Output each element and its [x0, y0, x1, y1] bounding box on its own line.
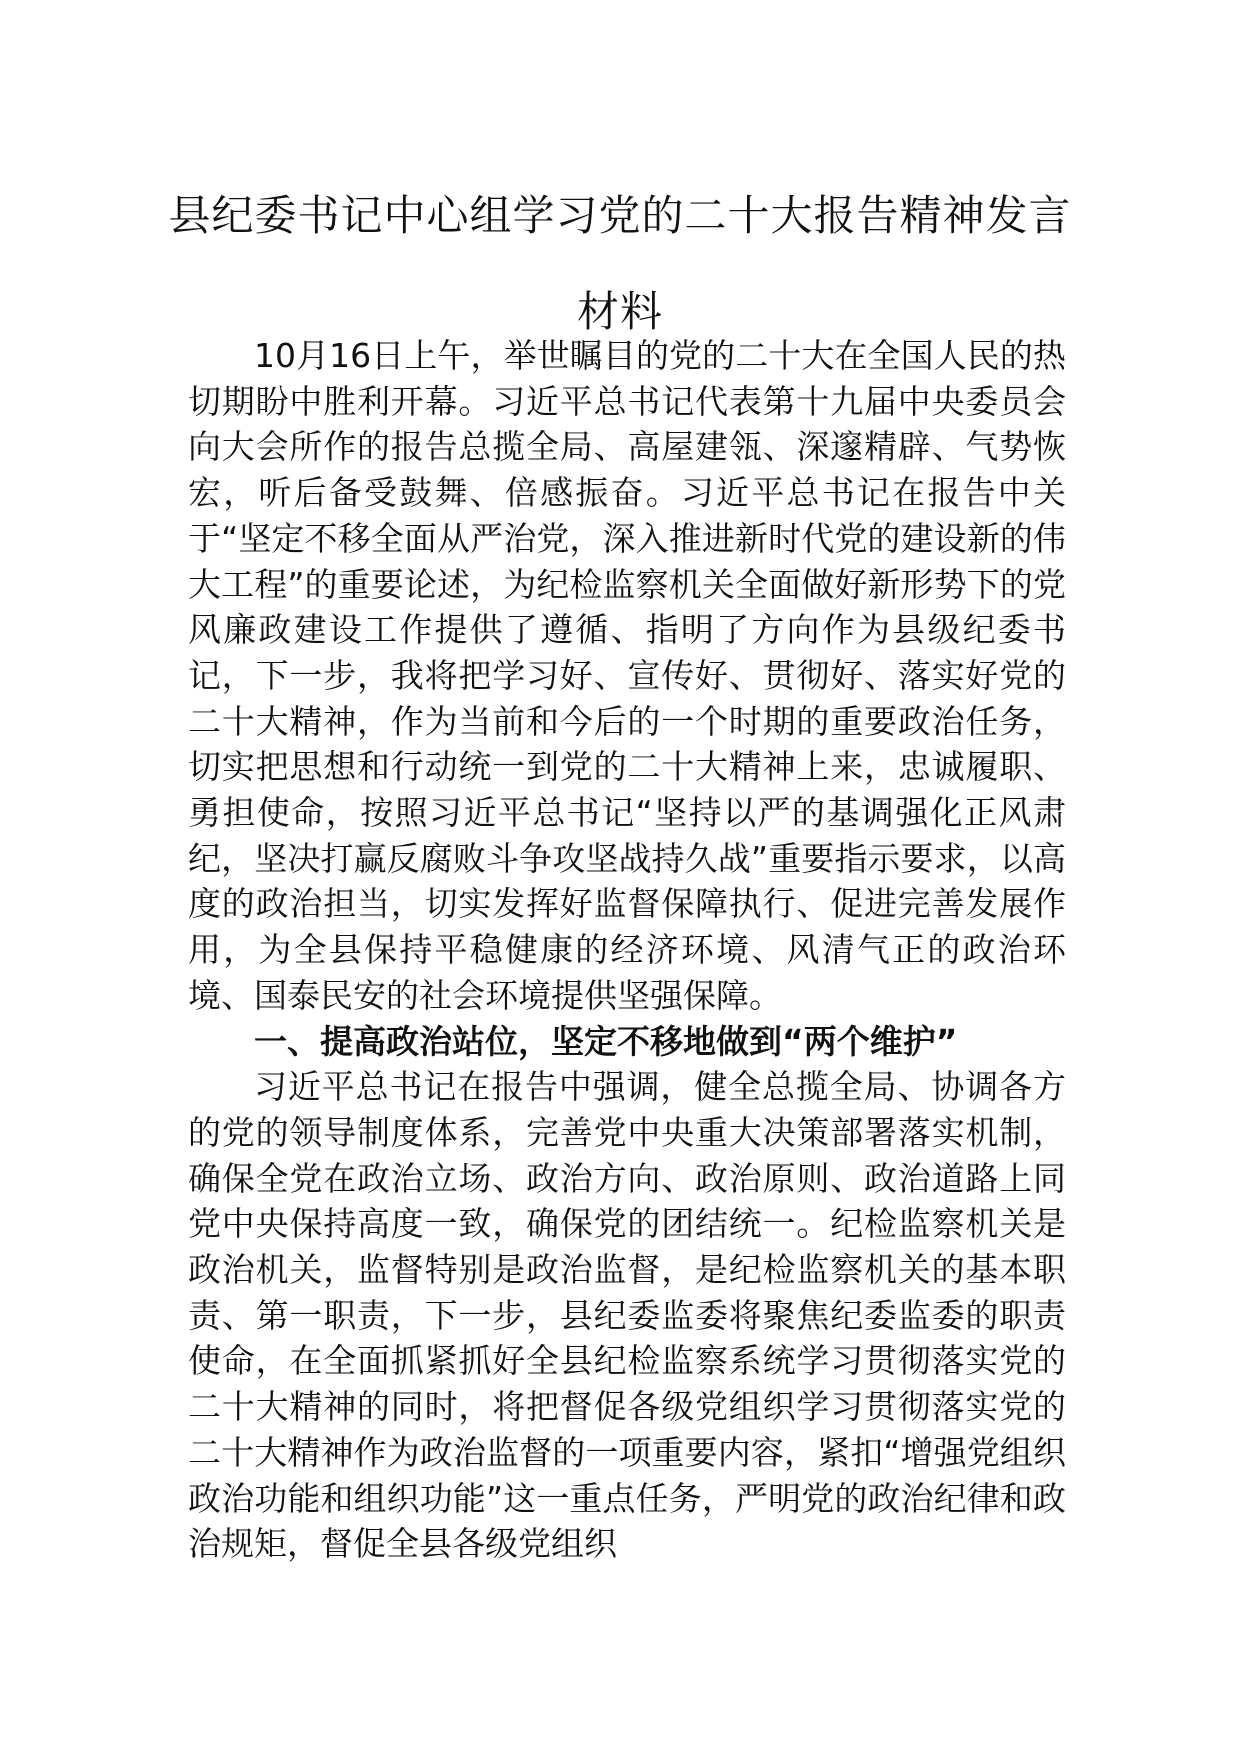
paragraph-intro: 10月16日上午，举世瞩目的党的二十大在全国人民的热切期盼中胜利开幕。习近平总书记代表第十九届中央委员会向大会所作的报告总揽全局、高屋建瓴、深邃精辟、气势恢宏，听后备受鼓舞、倍感振奋。习近平总书记在报告中关于“坚定不移全面从严治党，深入推进新时代党的建设新的伟大工程”的重要论述，为纪检监察机关全面做好新形势下的党风廉政建设工作提供了遵循、指明了方向作为县级纪委书记，下一步，我将把学习好、宣传好、贯彻好、落实好党的二十大精神，作为当前和今后的一个时期的重要政治任务，切实把思想和行动统一到党的二十大精神上来，忠诚履职、勇担使命，按照习近平总书记“坚持以严的基调强化正风肃纪，坚决打赢反腐败斗争攻坚战持久战”重要指示要求，以高度的政治担当，切实发挥好监督保障执行、促进完善发展作用，为全县保持平稳健康的经济环境、风清气正的政治环境、国泰民安的社会环境提供坚强保障。	[188, 336, 1066, 1015]
document-title: 县纪委书记中心组学习党的二十大报告精神发言材料	[168, 191, 1072, 336]
section-heading-1: 一、提高政治站位，坚定不移地做到“两个维护”	[254, 1021, 958, 1061]
paragraph-section-1: 习近平总书记在报告中强调，健全总揽全局、协调各方的党的领导制度体系，完善党中央重大决策部署落实机制，确保全党在政治立场、政治方向、政治原则、政治道路上同党中央保持高度一致，确保党的团结统一。纪检监察机关是政治机关，监督特别是政治监督，是纪检监察机关的基本职责、第一职责，下一步，县纪委监委将聚焦纪委监委的职责使命，在全面抓紧抓好全县纪检监察系统学习贯彻落实党的二十大精神的同时，将把督促各级党组织学习贯彻落实党的二十大精神作为政治监督的一项重要内容，紧扣“增强党组织政治功能和组织功能”这一重点任务，严明党的政治纪律和政治规矩，督促全县各级党组织	[188, 1067, 1066, 1564]
document-body	[188, 333, 1066, 1567]
